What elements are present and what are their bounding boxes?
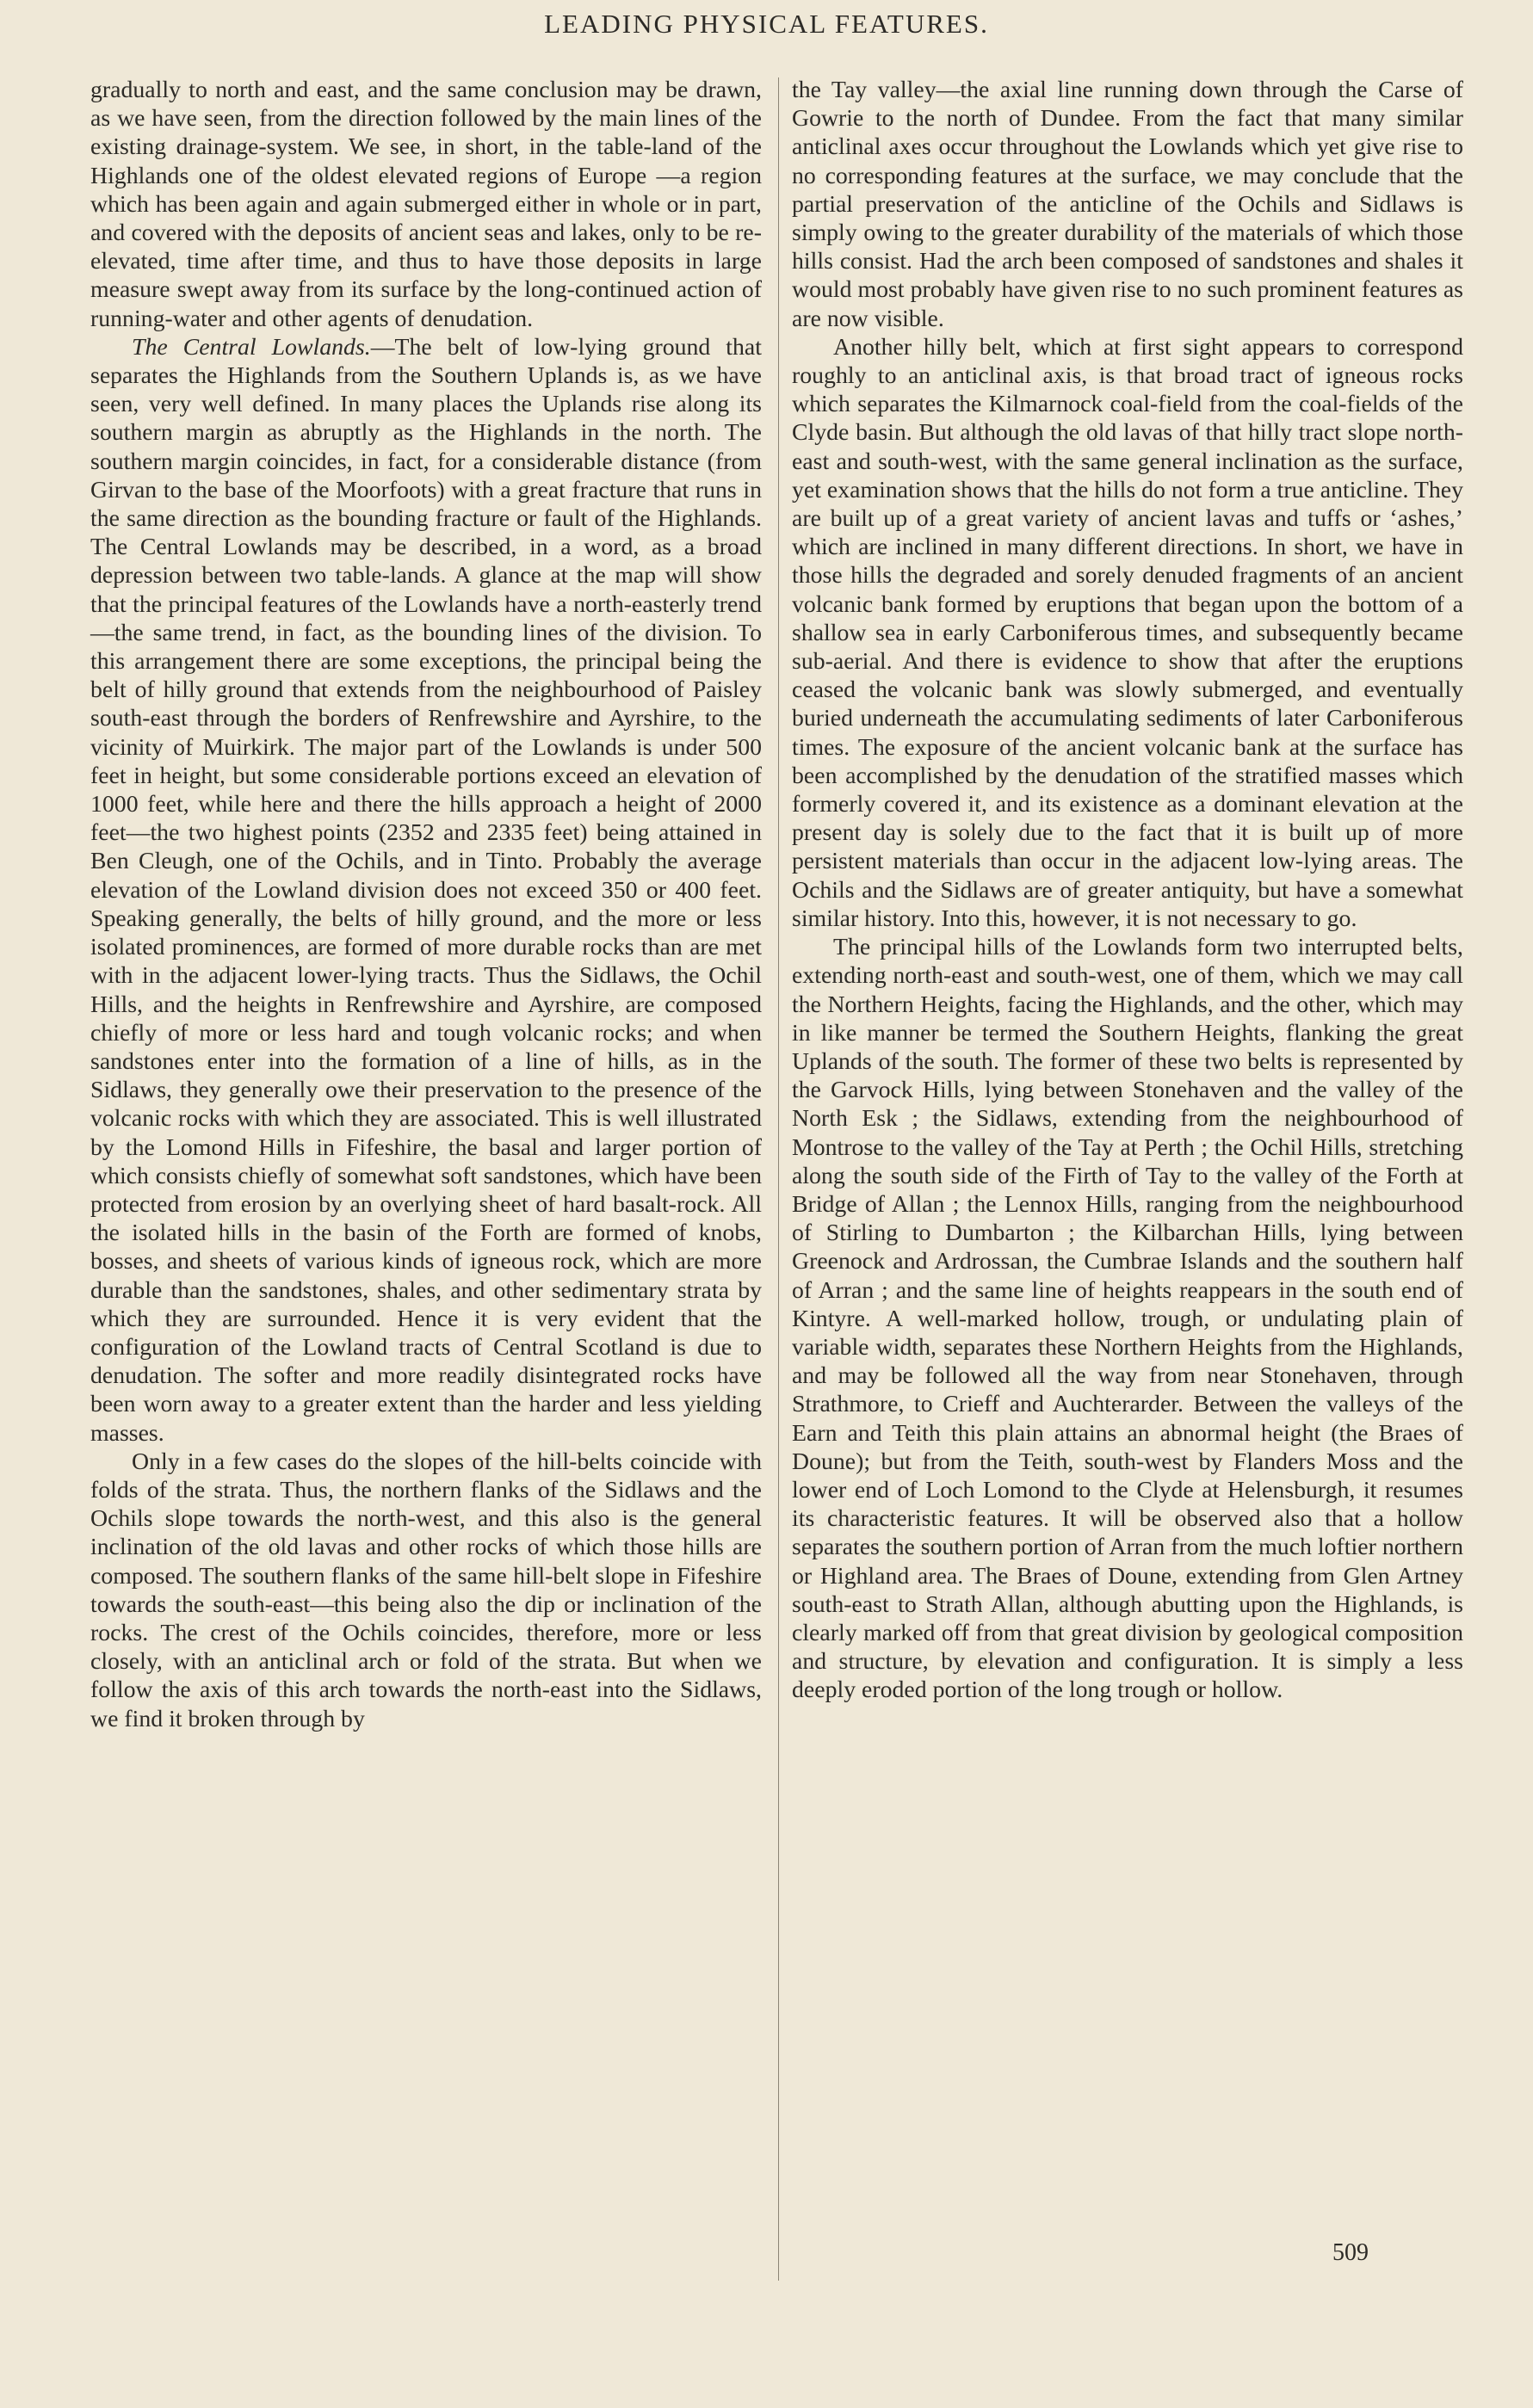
paragraph-central-lowlands bbox=[90, 333, 762, 1448]
paragraph: Another hilly belt, which at first sight appears to correspond roughly to an anticlinal axis, is that broad tract of igneous rocks which separates the Kilmarnock coal-field from the coal-fields of the Clyde basin. But although the old lavas of that hilly tract slope north-east and south-west, with the same general inclination as the surface, yet examination shows that the hills do not form a true anticline. They are built up of a great variety of ancient lavas and tuffs or ‘ashes,’ which are inclined in many different directions. In short, we have in those hills the degraded and sorely denuded fragments of an ancient volcanic bank formed by eruptions that began upon the bottom of a shallow sea in early Carboniferous times, and subsequently became sub-aerial. And there is evidence to show that after the eruptions ceased the volcanic bank was slowly submerged, and eventually buried underneath the accumulating sediments of later Carboniferous times. The exposure of the ancient volcanic bank at the surface has been accomplished by the denudation of the stratified masses which formerly covered it, and its existence as a dominant elevation at the present day is solely due to the fact that it is built up of more persistent materials than occur in the adjacent low-lying areas. The Ochils and the Sidlaws are of greater antiquity, but have a somewhat similar history. Into this, however, it is not necessary to go. bbox=[792, 333, 1463, 932]
section-heading: The Central Lowlands. bbox=[132, 333, 371, 361]
left-column bbox=[90, 76, 762, 1733]
paragraph: the Tay valley—the axial line running down through the Carse of Gowrie to the north of Dundee. From the fact that many similar anticlinal axes occur throughout the Lowlands which yet give rise to no corresponding features at the surface, we may conclude that the partial preservation of the anticline of the Ochils and Sidlaws is simply owing to the greater durability of the materials of which those hills consist. Had the arch been composed of sandstones and shales it would most probably have given rise to no such prominent features as are now visible. bbox=[792, 77, 1463, 332]
right-column bbox=[792, 76, 1463, 1705]
paragraph: Only in a few cases do the slopes of the hill-belts coincide with folds of the strata. Thus, the northern flanks of the Sidlaws and the Ochils slope towards the north-west, and this also is the general inclination of the old lavas and other rocks of which those hills are composed. The southern flanks of the same hill-belt slope in Fifeshire towards the south-east—this being also the dip or inclination of the rocks. The crest of the Ochils coincides, therefore, more or less closely, with an anticlinal arch or fold of the strata. But when we follow the axis of this arch towards the north-east into the Sidlaws, we find it broken through by bbox=[90, 1448, 762, 1732]
page-number: 509 bbox=[1332, 2239, 1369, 2266]
column-divider bbox=[778, 77, 779, 2281]
running-head: LEADING PHYSICAL FEATURES. bbox=[544, 9, 989, 39]
paragraph: gradually to north and east, and the same conclusion may be drawn, as we have seen, from the direction followed by the main lines of the existing drainage-system. We see, in short, in the table-land of the Highlands one of the oldest elevated regions of Europe —a region which has been again and again submerged either in whole or in part, and covered with the deposits of ancient seas and lakes, only to be re-elevated, time after time, and thus to have those deposits in large measure swept away from its surface by the long-continued action of running-water and other agents of denudation. bbox=[90, 77, 762, 332]
paragraph: The principal hills of the Lowlands form two interrupted belts, extending north-east and south-west, one of them, which we may call the Northern Heights, facing the Highlands, and the other, which may in like manner be termed the Southern Heights, flanking the great Uplands of the south. The former of these two belts is represented by the Garvock Hills, lying between Stonehaven and the valley of the North Esk ; the Sidlaws, extending from the neighbourhood of Montrose to the valley of the Tay at Perth ; the Ochil Hills, stretching along the south side of the Firth of Tay to the valley of the Forth at Bridge of Allan ; the Lennox Hills, ranging from the neighbourhood of Stirling to Dumbarton ; the Kilbarchan Hills, lying between Greenock and Ardrossan, the Cumbrae Islands and the southern half of Arran ; and the same line of heights reappears in the south end of Kintyre. A well-marked hollow, trough, or undulating plain of variable width, separates these Northern Heights from the Highlands, and may be followed all the way from near Stonehaven, through Strathmore, to Crieff and Auchterarder. Between the valleys of the Earn and Teith this plain attains an abnormal height (the Braes of Doune); but from the Teith, south-west by Flanders Moss and the lower end of Loch Lomond to the Clyde at Helensburgh, it resumes its characteristic features. It will be observed also that a hollow separates the southern portion of Arran from the much loftier northern or Highland area. The Braes of Doune, extending from Glen Artney south-east to Strath Allan, although abutting upon the Highlands, is clearly marked off from that great division by geological composition and structure, by elevation and configuration. It is simply a less deeply eroded portion of the long trough or hollow. bbox=[792, 934, 1463, 1704]
paragraph-text: —The belt of low-lying ground that separates the Highlands from the Southern Uplands is, as we have seen, very well defined. In many places the Uplands rise along its southern margin as abruptly as the Highlands in the north. The southern margin coincides, in fact, for a considerable distance (from Girvan to the base of the Moorfoots) with a great fracture that runs in the same direction as the bounding fracture or fault of the Highlands. The Central Lowlands may be described, in a word, as a broad depression between two table-lands. A glance at the map will show that the principal features of the Lowlands have a north-easterly trend—the same trend, in fact, as the bounding lines of the division. To this arrangement there are some exceptions, the principal being the belt of hilly ground that extends from the neighbourhood of Paisley south-east through the borders of Renfrewshire and Ayrshire, to the vicinity of Muirkirk. The major part of the Lowlands is under 500 feet in height, but some considerable portions exceed an elevation of 1000 feet, while here and there the hills approach a height of 2000 feet—the two highest points (2352 and 2335 feet) being attained in Ben Cleugh, one of the Ochils, and in Tinto. Probably the average elevation of the Lowland division does not exceed 350 or 400 feet. Speaking generally, the belts of hilly ground, and the more or less isolated prominences, are formed of more durable rocks than are met with in the adjacent lower-lying tracts. Thus the Sidlaws, the Ochil Hills, and the heights in Renfrewshire and Ayrshire, are composed chiefly of more or less hard and tough volcanic rocks; and when sandstones enter into the formation of a line of hills, as in the Sidlaws, they generally owe their preservation to the presence of the volcanic rocks with which they are associated. This is well illustrated by the Lomond Hills in Fifeshire, the basal and larger portion of which consists chiefly of somewhat soft sandstones, which have been protected from erosion by an overlying sheet of hard basalt-rock. All the isolated hills in the basin of the Forth are formed of knobs, bosses, and sheets of various kinds of igneous rock, which are more durable than the sandstones, shales, and other sedimentary strata by which they are surrounded. Hence it is very evident that the configuration of the Lowland tracts of Central Scotland is due to denudation. The softer and more readily disintegrated rocks have been worn away to a greater extent than the harder and less yielding masses. bbox=[90, 333, 762, 1447]
